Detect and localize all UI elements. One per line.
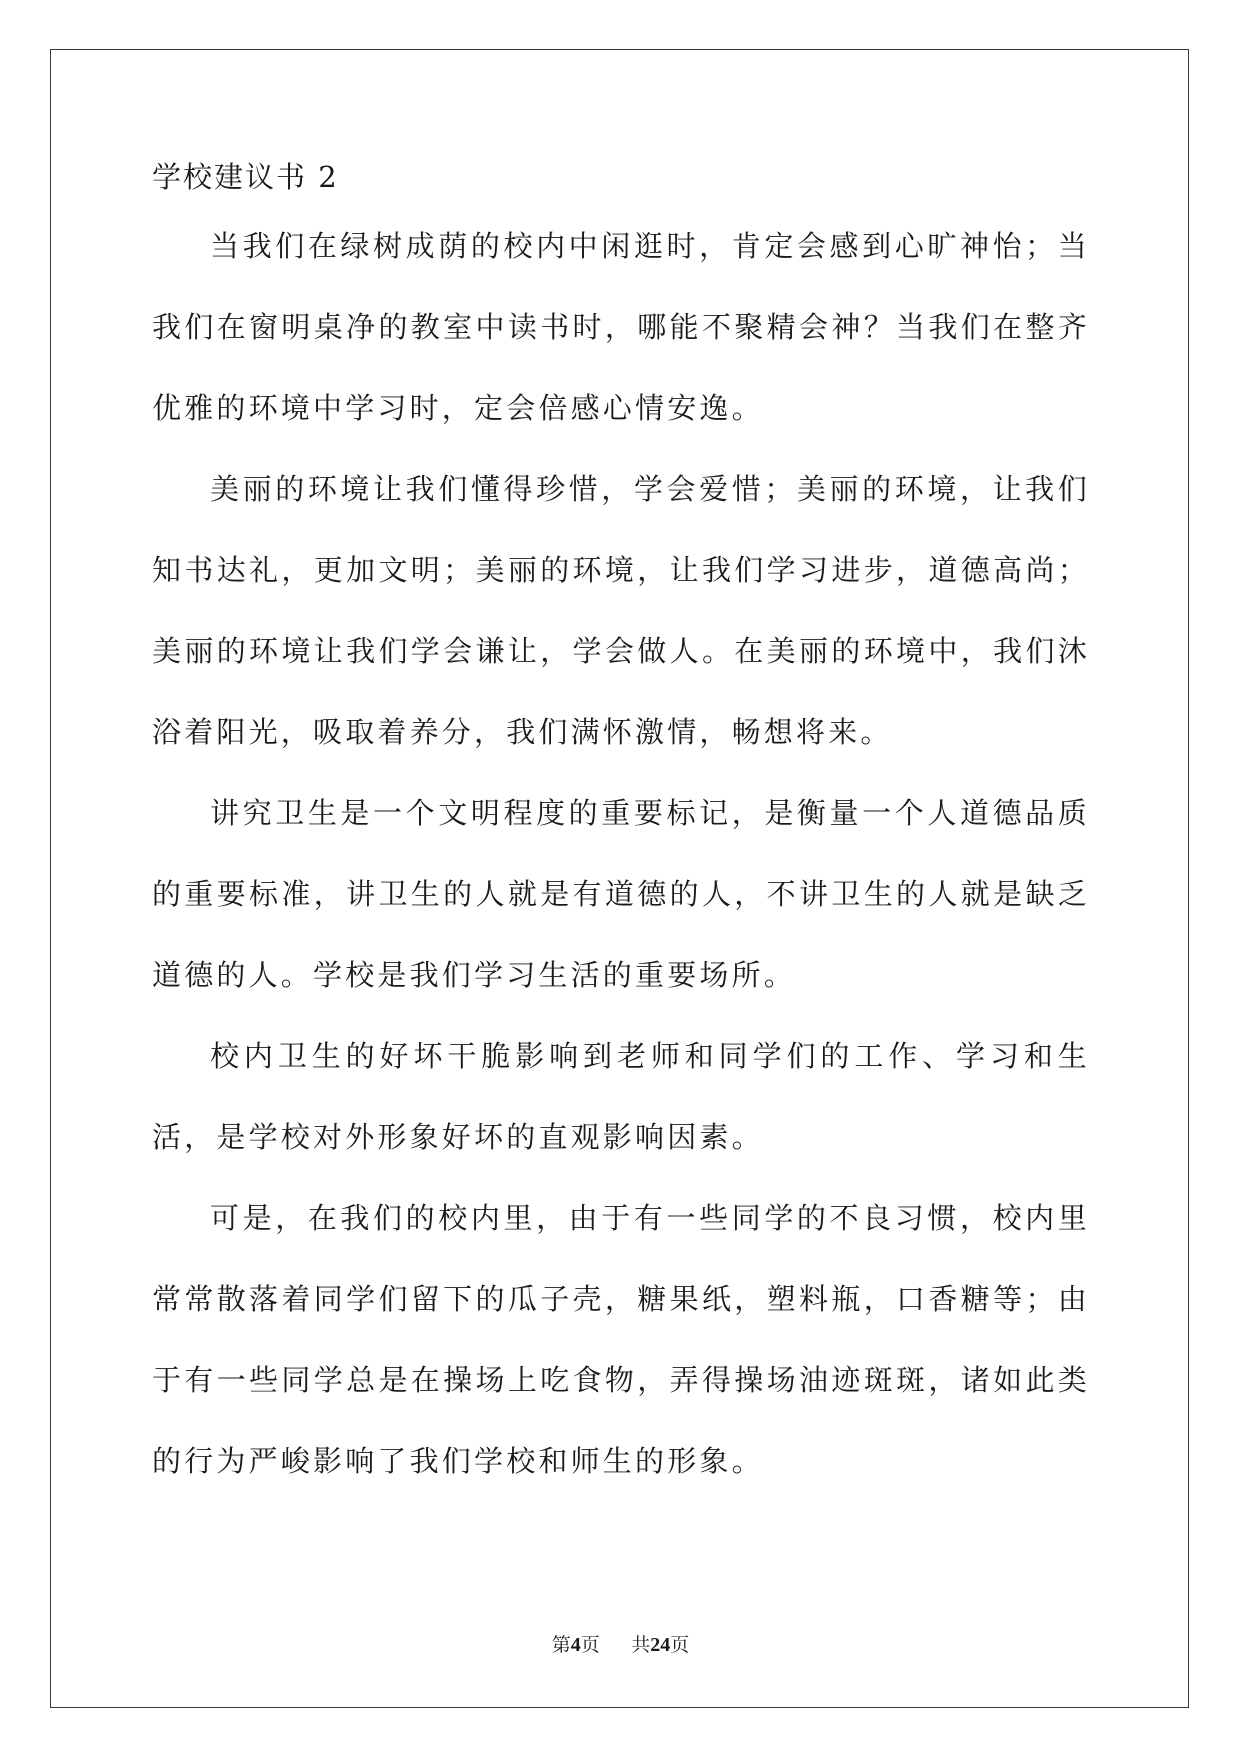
page-number bbox=[552, 1635, 605, 1656]
total-prefix: 共 bbox=[631, 1635, 651, 1656]
current-page: 4 bbox=[570, 1634, 581, 1656]
page-total bbox=[631, 1635, 689, 1656]
document-title: 学校建议书 2 bbox=[152, 160, 339, 194]
total-pages: 24 bbox=[650, 1634, 671, 1656]
paragraph: 讲究卫生是一个文明程度的重要标记，是衡量一个人道德品质的重要标准，讲卫生的人就是有道德的人，不讲卫生的人就是缺乏道德的人。学校是我们学习生活的重要场所。 bbox=[152, 796, 1090, 992]
paragraph: 可是，在我们的校内里，由于有一些同学的不良习惯，校内里常常散落着同学们留下的瓜子壳，糖果纸，塑料瓶，口香糖等；由于有一些同学总是在操场上吃食物，弄得操场油迹斑斑，诸如此类的行为严峻影响了我们学校和师生的形象。 bbox=[152, 1201, 1090, 1478]
paragraph: 当我们在绿树成荫的校内中闲逛时，肯定会感到心旷神怡；当我们在窗明桌净的教室中读书时，哪能不聚精会神？当我们在整齐优雅的环境中学习时，定会倍感心情安逸。 bbox=[152, 229, 1090, 425]
total-suffix: 页 bbox=[670, 1635, 690, 1656]
page-prefix: 第 bbox=[551, 1635, 571, 1656]
page-suffix: 页 bbox=[580, 1635, 600, 1656]
document-body bbox=[152, 158, 1090, 1502]
paragraph: 美丽的环境让我们懂得珍惜，学会爱惜；美丽的环境，让我们知书达礼，更加文明；美丽的环境，让我们学习进步，道德高尚；美丽的环境让我们学会谦让，学会做人。在美丽的环境中，我们沐浴着阳光，吸取着养分，我们满怀激情，畅想将来。 bbox=[152, 472, 1090, 749]
page-footer bbox=[0, 1633, 1241, 1658]
paragraph: 校内卫生的好坏干脆影响到老师和同学们的工作、学习和生活，是学校对外形象好坏的直观影响因素。 bbox=[152, 1039, 1090, 1154]
